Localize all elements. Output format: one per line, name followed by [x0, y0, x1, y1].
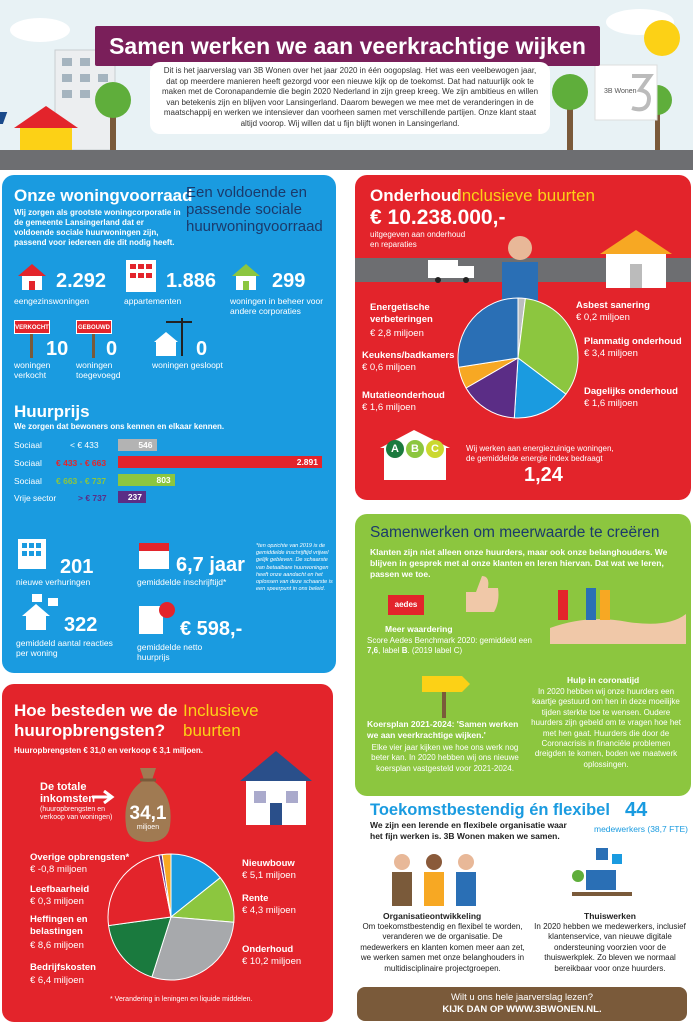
besteden-title: Hoe besteden we de huuropbrengsten?	[14, 701, 178, 740]
woningvoorraad-description: Wij zorgen als grootste woningcorporatie in de gemeente Lansingerland dat er voldoende sociale huurwoningen zijn, passend voor iedereen die dit nodig heeft.	[14, 208, 181, 247]
mechanic-illustration	[490, 232, 550, 306]
stat-value: 2.292	[56, 270, 107, 292]
huurprijs-bar: 2.891	[118, 456, 322, 468]
slice-label: Dagelijks onderhoud	[584, 386, 678, 397]
onderhoud-tag: Inclusieve buurten	[457, 186, 595, 205]
slice-label: Keukens/badkamers	[362, 350, 455, 361]
sign-post	[92, 334, 95, 358]
energy-value: 1,24	[524, 464, 563, 486]
slice-label: Mutatieonderhoud	[362, 390, 445, 401]
toekomst-intro: We zijn een lerende en flexibele organisatie waar het fijn werken is. 3B Wonen maken we samen.	[370, 820, 567, 841]
new-rentals-value: 201	[60, 556, 94, 578]
rent-value: € 598,-	[180, 618, 243, 640]
thuis-text: In 2020 hebben we medewerkers, inclusief klantenservice, van nieuwe digitale ondersteuning voorzien voor de thuiswerkplek. Zo bleven we normaal bereikbaar voor onze huurders.	[534, 922, 686, 973]
slice-value: € 0,6 miljoen	[362, 362, 416, 373]
slice-value: € 2,8 miljoen	[370, 328, 424, 339]
calendar-icon	[137, 537, 171, 571]
apartment-icon	[124, 258, 158, 294]
slice-label: Heffingen en belastingen	[30, 914, 88, 937]
demolition-icon	[152, 316, 196, 358]
bar-category: Sociaal	[14, 476, 42, 486]
slice-value: € 1,6 miljoen	[362, 402, 416, 413]
waardering-title: Meer waardering	[385, 624, 453, 634]
slice-value: € 8,6 miljoen	[30, 940, 84, 951]
footer-line1: Wilt u ons hele jaarverslag lezen?	[450, 992, 594, 1003]
onderhoud-title: Onderhoud	[370, 186, 462, 205]
hand-with-people-icon	[548, 584, 688, 644]
energy-label-b: B	[406, 440, 424, 458]
built-value: 0	[106, 338, 118, 360]
aedes-card: aedes	[388, 595, 424, 615]
building-euro-icon	[137, 600, 175, 636]
energy-label-a: A	[386, 440, 404, 458]
thuis-title: Thuiswerken	[584, 911, 636, 921]
samenwerken-title: Samenwerken om meerwaarde te creëren	[370, 524, 660, 541]
toekomst-title: Toekomstbestendig én flexibel	[370, 801, 610, 819]
slice-value: € 1,6 miljoen	[584, 398, 638, 409]
waardering-text: Score Aedes Benchmark 2020: gemiddeld een 7,6, label B. (2019 label C)	[367, 636, 532, 655]
gebouwd-sign: GEBOUWD	[76, 320, 112, 334]
woningvoorraad-subtitle: Een voldoende en passende sociale huurwoningvoorraad	[186, 184, 323, 235]
stat-value: 1.886	[166, 270, 217, 292]
org-text: Om toekomstbestendig en flexibel te worden, veranderen we de organisatie. De medewerkers en klanten komen meer aan zet, we werken samen met onze belanghouders in multidisciplinaire projectgroepen.	[360, 922, 525, 973]
slice-label: Leefbaarheid	[30, 884, 90, 895]
slice-value: € 0,2 miljoen	[576, 312, 630, 323]
demolished-label: woningen gesloopt	[152, 360, 223, 370]
energy-text: Wij werken aan energiezuinige woningen, de gemiddelde energie index bedraagt	[466, 444, 614, 463]
huurprijs-bar: 546	[118, 439, 157, 451]
slice-value: € -0,8 miljoen	[30, 864, 88, 875]
logo: 3B Wonen	[604, 88, 637, 95]
slice-value: € 3,4 miljoen	[584, 348, 638, 359]
besteden-pie-chart	[106, 852, 236, 982]
house-managed-icon	[230, 262, 262, 292]
total-unit: miljoen	[136, 824, 160, 831]
besteden-tag: Inclusieve buurten	[183, 701, 259, 740]
revenue-text: Huuropbrengsten € 31,0 en verkoop € 3,1 miljoen.	[14, 746, 203, 755]
verkocht-sign: VERKOCHT	[14, 320, 50, 334]
org-title: Organisatieontwikkeling	[383, 911, 482, 921]
total-label: De totale inkomsten	[40, 781, 96, 805]
house-icon	[16, 262, 48, 292]
slice-value: € 6,4 miljoen	[30, 975, 84, 986]
onderhoud-pie-chart	[456, 296, 580, 420]
employees-label: medewerkers (38,7 FTE)	[594, 824, 688, 834]
demolished-value: 0	[196, 338, 208, 360]
stat-label: appartementen	[124, 296, 182, 306]
sold-label: woningen verkocht	[14, 360, 51, 380]
arrow-right-icon	[90, 790, 116, 804]
footer-line2: KIJK DAN OP WWW.3BWONEN.NL.	[442, 1004, 602, 1015]
sign-post	[30, 334, 33, 358]
slice-value: € 4,3 miljoen	[242, 905, 296, 916]
bar-category: Sociaal	[14, 458, 42, 468]
rent-label: gemiddelde netto huurprijs	[137, 642, 203, 662]
intro-text: Dit is het jaarverslag van 3B Wonen over het jaar 2020 in één oogopslag. Het was een veelbewogen jaar, dat op meerdere manieren heeft gezorgd voor een nieuwe kijk op de toekomst. Dat had natuurlijk ook te maken met de Coronapandemie die begin 2020 Nederland in zijn greep kreeg. We zijn ambitieus en willen van betekenis zijn en blijven voor Lansingerland. Daarom bewegen we mee met de veranderingen in de maatschappij en werken we intensiever dan voorheen samen met verschillende partijen. Onze klant staat altijd voorop. Wij willen dat u fijn blijft wonen in Lansingerland.	[150, 62, 550, 134]
wait-value: 6,7 jaar	[176, 554, 245, 576]
slice-value: € 5,1 miljoen	[242, 870, 296, 881]
slice-label: Overige opbrengsten*	[30, 852, 130, 863]
home-office-illustration	[566, 846, 640, 908]
onderhoud-amount-label: uitgegeven aan onderhoud en reparaties	[370, 230, 466, 249]
sold-value: 10	[46, 338, 69, 360]
huurprijs-bar: 237	[118, 491, 146, 503]
page-title: Samen werken we aan veerkrachtige wijken	[95, 26, 600, 66]
website-banner[interactable]	[357, 987, 687, 1021]
signpost-icon	[418, 664, 474, 720]
apartment-icon	[16, 537, 48, 571]
thumbs-up-icon	[460, 572, 502, 616]
slice-label: Bedrijfskosten	[30, 962, 96, 973]
bar-category: Sociaal	[14, 440, 42, 450]
huurprijs-bar: 803	[118, 474, 175, 486]
stat-value: 299	[272, 270, 306, 292]
bar-range: < € 433	[70, 440, 99, 450]
bar-range: > € 737	[78, 493, 107, 503]
total-value: 34,1	[129, 803, 167, 824]
slice-label: Nieuwbouw	[242, 858, 295, 869]
energy-label-c: C	[426, 440, 444, 458]
corona-title: Hulp in coronatijd	[567, 675, 640, 685]
slice-label: Planmatig onderhoud	[584, 336, 682, 347]
house-icon	[598, 228, 674, 290]
slice-value: € 10,2 miljoen	[242, 956, 302, 967]
employees-value: 44	[625, 799, 648, 821]
slice-label: Energetische verbeteringen	[370, 302, 433, 325]
huurprijs-description: We zorgen dat bewoners ons kennen en elkaar kennen.	[14, 422, 225, 431]
reactions-label: gemiddeld aantal reacties per woning	[16, 638, 113, 658]
bar-range: € 433 - € 663	[56, 458, 107, 468]
house-reactions-icon	[18, 594, 62, 634]
stat-label: woningen in beheer voor andere corporaties	[230, 296, 324, 316]
built-label: woningen toegevoegd	[76, 360, 121, 380]
new-rentals-label: nieuwe verhuringen	[16, 577, 91, 587]
slice-label: Onderhoud	[242, 944, 294, 955]
wait-footnote: *ten opzichte van 2019 is de gemiddelde inschrijftijd vrijwel gelijk gebleven. De schaarste van betaalbare huurwoningen heeft onze aandacht en het oplossen van deze schaarste is een speerpunt in ons beleid.	[256, 543, 333, 593]
koers-title: Koersplan 2021-2024: 'Samen werken we aan veerkrachtige wijken.'	[367, 719, 519, 740]
van-icon	[426, 258, 480, 284]
koers-text: Elke vier jaar kijken we hoe ons werk nog beter kan. In 2020 hebben wij ons nieuwe koersplan vastgesteld voor 2021-2024.	[371, 743, 519, 773]
bar-range: € 663 - € 737	[56, 476, 107, 486]
slice-label: Rente	[242, 893, 269, 904]
house-illustration	[238, 747, 314, 827]
street	[0, 150, 693, 170]
woningvoorraad-title: Onze woningvoorraad	[14, 186, 193, 205]
stat-label: eengezinswoningen	[14, 296, 90, 306]
slice-value: € 0,3 miljoen	[30, 896, 84, 907]
total-sub: (huuropbrengsten en verkoop van woningen)	[40, 806, 113, 821]
huurprijs-title: Huurprijs	[14, 402, 90, 421]
logo-3-icon	[628, 72, 654, 112]
wait-label: gemiddelde inschrijftijd*	[137, 577, 227, 587]
slice-label: Asbest sanering	[576, 300, 650, 311]
colleagues-illustration	[384, 850, 484, 908]
bar-category: Vrije sector	[14, 493, 57, 503]
besteden-footnote: * Verandering in leningen en liquide middelen.	[110, 996, 253, 1003]
reactions-value: 322	[64, 614, 98, 636]
samenwerken-intro: Klanten zijn niet alleen onze huurders, maar ook onze belanghouders. We blijven in gesprek met al onze klanten en leren hiervan. Dat wat we leren, passen we toe.	[370, 547, 668, 579]
onderhoud-amount: € 10.238.000,-	[370, 206, 506, 229]
corona-text: In 2020 hebben wij onze huurders een kaartje gestuurd om hen in deze moeilijke tijden sterkte toe te wensen. Oudere huurders zijn gebeld om te vragen hoe het met hen gaat. Huurders die door de Coronacrisis in financiële problemen dreigden te komen, boden we maatwerk oplossingen.	[531, 687, 681, 769]
